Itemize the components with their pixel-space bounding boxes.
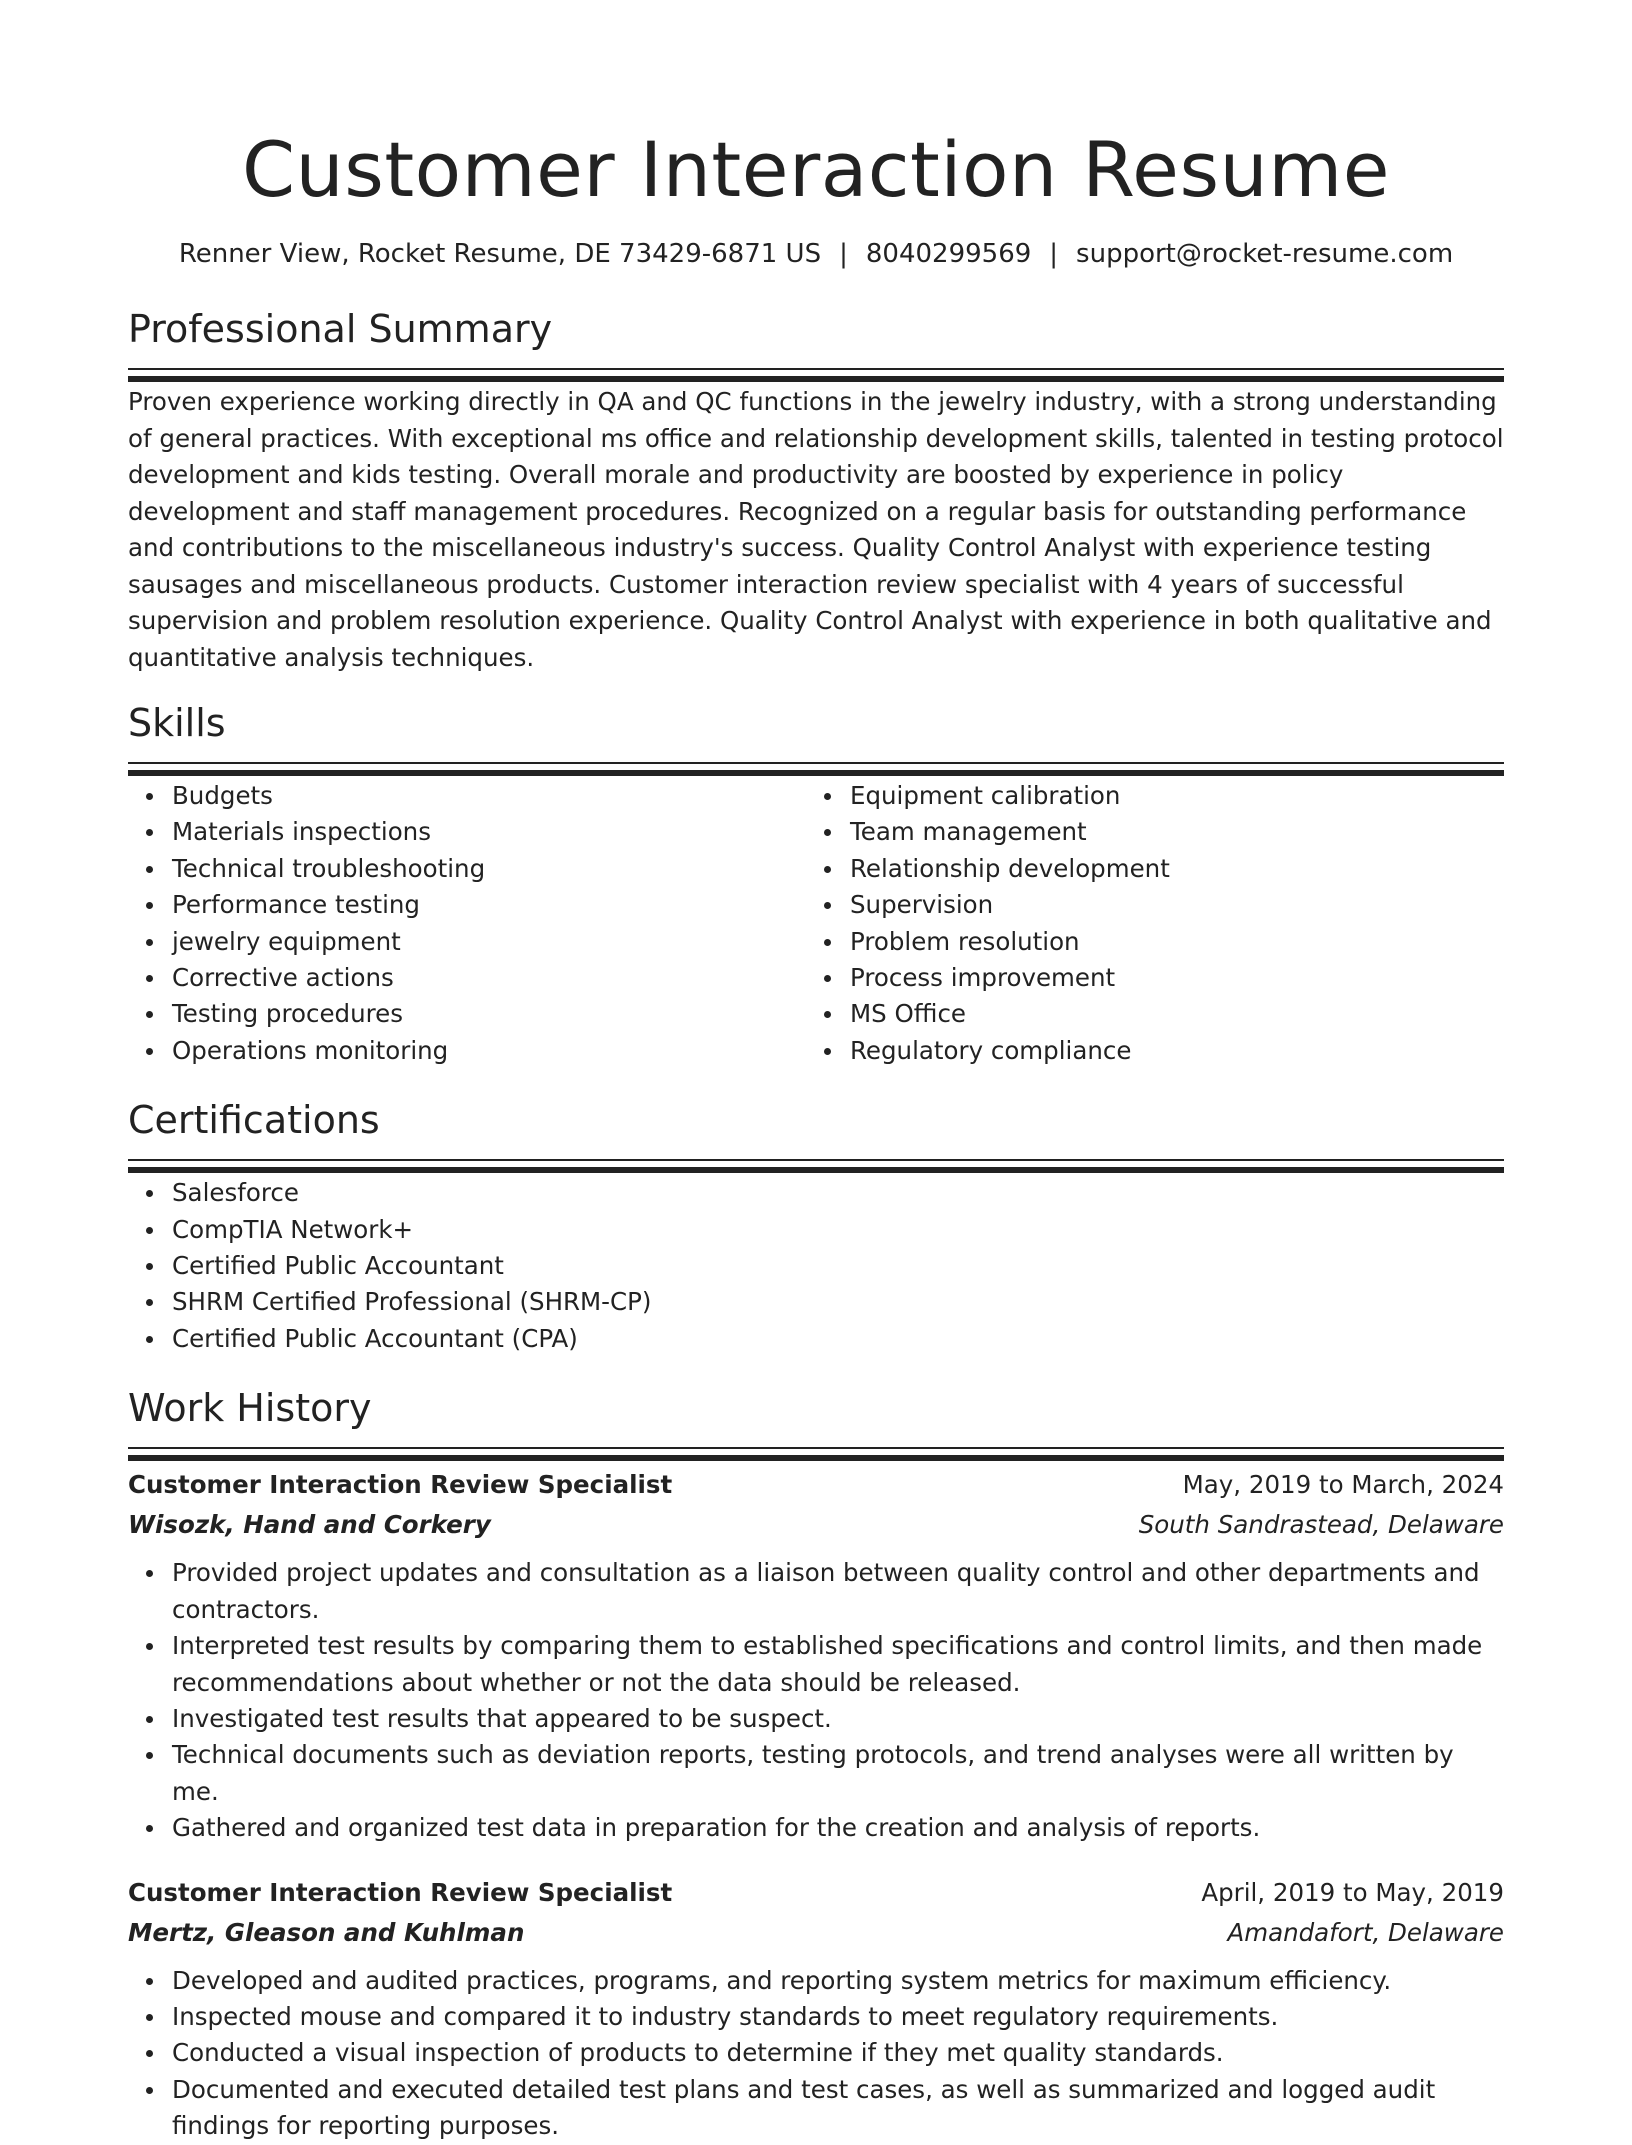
skill-item: Equipment calibration: [850, 778, 1484, 814]
skill-item: Corrective actions: [172, 960, 806, 996]
skill-item: Regulatory compliance: [850, 1033, 1484, 1069]
section-title-skills: Skills: [128, 701, 226, 745]
skills-grid: [128, 778, 1504, 1069]
job-location: Amandafort, Delaware: [1227, 1917, 1504, 1947]
skill-item: Process improvement: [850, 960, 1484, 996]
skills-section: [128, 698, 1504, 1069]
certifications-list: [128, 1175, 1504, 1357]
job-subheader: [128, 1505, 1504, 1545]
summary-paragraph: Proven experience working directly in QA and QC functions in the jewelry industry, with a strong understanding of general practices. With exceptional ms office and relationship development skills, talented in testing protocol development and kids testing. Overall morale and productivity are boosted by experience in policy development and staff management procedures. Recognized on a regular basis for outstanding performance and contributions to the miscellaneous industry's success. Quality Control Analyst with experience testing sausages and miscellaneous products. Customer interaction review specialist with 4 years of successful supervision and problem resolution experience. Quality Control Analyst with experience in both qualitative and quantitative analysis techniques.: [128, 387, 1504, 672]
certifications-section: [128, 1095, 1504, 1357]
job-bullet: Developed and audited practices, programs, and reporting system metrics for maximum efficiency.: [172, 1963, 1504, 1999]
contact-email: support@rocket-resume.com: [1076, 239, 1454, 269]
skill-item: Relationship development: [850, 851, 1484, 887]
work-history-section: [128, 1383, 1504, 2144]
job-bullet: Investigated test results that appeared to be suspect.: [172, 1701, 1504, 1737]
job-company: Wisozk, Hand and Corkery: [128, 1510, 491, 1540]
section-divider: [128, 368, 1504, 370]
section-title-summary: Professional Summary: [128, 307, 553, 351]
certification-item: CompTIA Network+: [172, 1212, 1504, 1248]
job-bullets: [128, 1555, 1504, 1846]
job-bullet: Documented and executed detailed test plans and test cases, as well as summarized and logged audit findings for reporting purposes.: [172, 2072, 1504, 2145]
job-location: South Sandrastead, Delaware: [1138, 1510, 1504, 1540]
contact-address: Renner View, Rocket Resume, DE 73429-6871 US: [178, 239, 822, 269]
skill-item: Performance testing: [172, 887, 806, 923]
contact-phone: 8040299569: [865, 239, 1032, 269]
job-entry: [128, 1873, 1504, 2145]
job-title: Customer Interaction Review Specialist: [128, 1877, 673, 1907]
section-title-certifications: Certifications: [128, 1098, 380, 1143]
job-bullet: Technical documents such as deviation reports, testing protocols, and trend analyses were all written by me.: [172, 1737, 1504, 1810]
section-title-work-history: Work History: [128, 1386, 372, 1431]
contact-line: [128, 236, 1504, 272]
certification-item: Certified Public Accountant (CPA): [172, 1321, 1504, 1357]
section-divider: [128, 762, 1504, 764]
job-bullet: Inspected mouse and compared it to industry standards to meet regulatory requirements.: [172, 1999, 1504, 2035]
skill-item: Supervision: [850, 887, 1484, 923]
job-company: Mertz, Gleason and Kuhlman: [128, 1917, 525, 1947]
skill-item: Budgets: [172, 778, 806, 814]
skill-item: Testing procedures: [172, 996, 806, 1032]
job-header: [128, 1465, 1504, 1505]
resume-title: Customer Interaction Resume: [241, 125, 1390, 214]
contact-separator: |: [839, 239, 848, 269]
certification-item: Certified Public Accountant: [172, 1248, 1504, 1284]
summary-section: [128, 304, 1504, 676]
job-bullet: Conducted a visual inspection of products to determine if they met quality standards.: [172, 2035, 1504, 2071]
job-header: [128, 1873, 1504, 1913]
certification-item: SHRM Certified Professional (SHRM-CP): [172, 1284, 1504, 1320]
skill-item: Problem resolution: [850, 924, 1484, 960]
job-bullet: Gathered and organized test data in preparation for the creation and analysis of reports.: [172, 1810, 1504, 1846]
skill-item: Team management: [850, 814, 1484, 850]
job-bullet: Provided project updates and consultation as a liaison between quality control and other departments and contractors.: [172, 1555, 1504, 1628]
job-subheader: [128, 1913, 1504, 1953]
job-dates: April, 2019 to May, 2019: [1201, 1877, 1504, 1907]
skill-item: jewelry equipment: [172, 924, 806, 960]
section-divider: [128, 1159, 1504, 1161]
skill-item: MS Office: [850, 996, 1484, 1032]
resume-page: [128, 0, 1504, 2145]
skills-column-right: [806, 778, 1484, 1069]
skill-item: Materials inspections: [172, 814, 806, 850]
job-title: Customer Interaction Review Specialist: [128, 1470, 673, 1500]
contact-separator: |: [1049, 239, 1059, 269]
skills-column-left: [128, 778, 806, 1069]
skill-item: Technical troubleshooting: [172, 851, 806, 887]
job-entry: [128, 1465, 1504, 1846]
skills-list-right: [806, 778, 1484, 1069]
job-bullet: Interpreted test results by comparing them to established specifications and control limits, and then made recommendations about whether or not the data should be released.: [172, 1628, 1504, 1701]
skills-list-left: [128, 778, 806, 1069]
job-dates: May, 2019 to March, 2024: [1182, 1470, 1504, 1500]
certification-item: Salesforce: [172, 1175, 1504, 1211]
section-divider: [128, 1447, 1504, 1449]
job-bullets: [128, 1963, 1504, 2145]
skill-item: Operations monitoring: [172, 1033, 806, 1069]
